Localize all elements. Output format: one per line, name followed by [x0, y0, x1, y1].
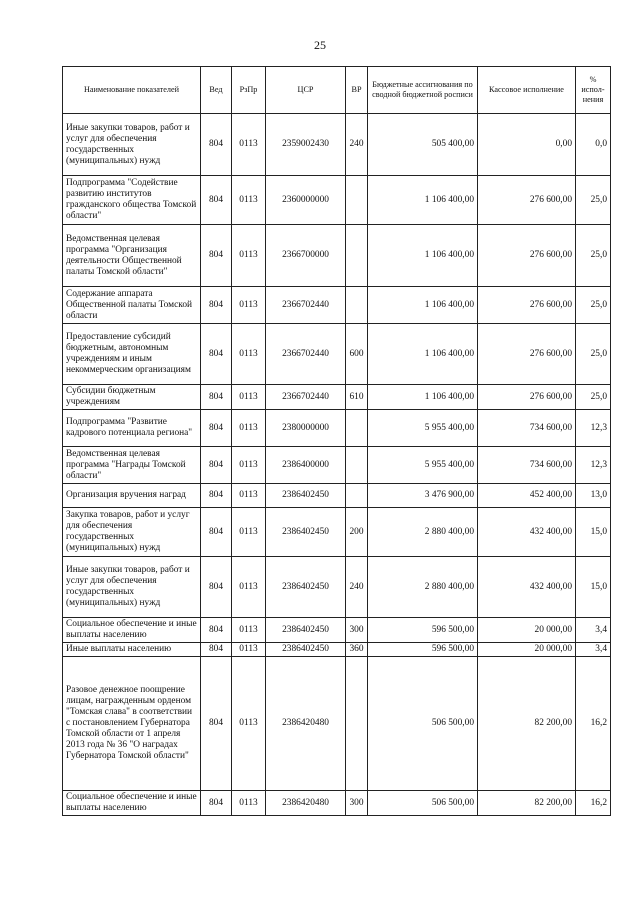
row-rzpr: 0113: [232, 385, 266, 410]
row-assignment: 506 500,00: [368, 657, 478, 791]
row-percent: 16,2: [576, 791, 611, 816]
row-assignment: 3 476 900,00: [368, 484, 478, 508]
row-csr: 2366702440: [266, 324, 346, 385]
row-assignment: 505 400,00: [368, 114, 478, 176]
row-name: Иные выплаты населению: [63, 643, 201, 657]
row-cash-execution: 82 200,00: [478, 791, 576, 816]
row-csr: 2386402450: [266, 484, 346, 508]
row-vr: 610: [346, 385, 368, 410]
table-row: [63, 385, 611, 410]
row-vr: [346, 176, 368, 225]
header-csr: ЦСР: [266, 67, 346, 114]
row-assignment: 596 500,00: [368, 618, 478, 643]
row-assignment: 1 106 400,00: [368, 324, 478, 385]
row-percent: 25,0: [576, 385, 611, 410]
row-cash-execution: 734 600,00: [478, 410, 576, 447]
row-assignment: 5 955 400,00: [368, 410, 478, 447]
header-assignments: Бюджетные ассигнования по сводной бюджетной росписи: [368, 67, 478, 114]
row-csr: 2386400000: [266, 447, 346, 484]
row-vr: 240: [346, 557, 368, 618]
table-row: [63, 176, 611, 225]
row-name: Организация вручения наград: [63, 484, 201, 508]
row-csr: 2386402450: [266, 618, 346, 643]
row-cash-execution: 20 000,00: [478, 643, 576, 657]
row-name: Ведомственная целевая программа "Награды Томской области": [63, 447, 201, 484]
table-row: [63, 791, 611, 816]
row-name: Социальное обеспечение и иные выплаты населению: [63, 791, 201, 816]
row-ved: 804: [201, 385, 232, 410]
row-assignment: 1 106 400,00: [368, 385, 478, 410]
row-ved: 804: [201, 618, 232, 643]
row-percent: 12,3: [576, 410, 611, 447]
row-assignment: 2 880 400,00: [368, 557, 478, 618]
table-row: [63, 657, 611, 791]
row-csr: 2386402450: [266, 643, 346, 657]
row-csr: 2359002430: [266, 114, 346, 176]
row-ved: 804: [201, 508, 232, 557]
table-row: [63, 508, 611, 557]
row-rzpr: 0113: [232, 557, 266, 618]
header-ved: Вед: [201, 67, 232, 114]
row-csr: 2360000000: [266, 176, 346, 225]
row-ved: 804: [201, 114, 232, 176]
row-name: Субсидии бюджетным учреждениям: [63, 385, 201, 410]
row-vr: [346, 447, 368, 484]
row-percent: 15,0: [576, 508, 611, 557]
row-assignment: 596 500,00: [368, 643, 478, 657]
page-number: 25: [314, 38, 326, 52]
row-ved: 804: [201, 324, 232, 385]
row-rzpr: 0113: [232, 287, 266, 324]
row-vr: 300: [346, 791, 368, 816]
row-csr: 2366702440: [266, 287, 346, 324]
header-percent: % испол-нения: [576, 67, 611, 114]
table-row: [63, 410, 611, 447]
row-name: Предоставление субсидий бюджетным, автономным учреждениям и иным некоммерческим организациям: [63, 324, 201, 385]
row-vr: [346, 657, 368, 791]
row-name: Подпрограмма "Содействие развитию институтов гражданского общества Томской области": [63, 176, 201, 225]
row-rzpr: 0113: [232, 225, 266, 287]
row-ved: 804: [201, 225, 232, 287]
row-csr: 2386420480: [266, 791, 346, 816]
row-vr: [346, 410, 368, 447]
row-rzpr: 0113: [232, 484, 266, 508]
row-assignment: 1 106 400,00: [368, 287, 478, 324]
row-name: Разовое денежное поощрение лицам, награжденным орденом "Томская слава" в соответствии с постановлением Губернатора Томской области от 1 апреля 2013 года № 36 "О наградах Губернатора Томской области": [63, 657, 201, 791]
table-row: [63, 114, 611, 176]
row-vr: 300: [346, 618, 368, 643]
row-percent: 3,4: [576, 618, 611, 643]
row-rzpr: 0113: [232, 643, 266, 657]
row-vr: 600: [346, 324, 368, 385]
row-csr: 2366702440: [266, 385, 346, 410]
row-rzpr: 0113: [232, 410, 266, 447]
row-csr: 2386402450: [266, 557, 346, 618]
row-rzpr: 0113: [232, 176, 266, 225]
row-assignment: 5 955 400,00: [368, 447, 478, 484]
table-header-row: [63, 67, 611, 114]
row-cash-execution: 276 600,00: [478, 176, 576, 225]
header-cash-execution: Кассовое исполнение: [478, 67, 576, 114]
row-name: Подпрограмма "Развитие кадрового потенциала региона": [63, 410, 201, 447]
row-name: Содержание аппарата Общественной палаты Томской области: [63, 287, 201, 324]
row-percent: 16,2: [576, 657, 611, 791]
row-ved: 804: [201, 643, 232, 657]
row-percent: 25,0: [576, 225, 611, 287]
table-row: [63, 557, 611, 618]
row-ved: 804: [201, 447, 232, 484]
row-ved: 804: [201, 410, 232, 447]
table-row: [63, 324, 611, 385]
row-rzpr: 0113: [232, 324, 266, 385]
row-percent: 25,0: [576, 176, 611, 225]
row-rzpr: 0113: [232, 791, 266, 816]
table-row: [63, 643, 611, 657]
row-ved: 804: [201, 484, 232, 508]
row-rzpr: 0113: [232, 657, 266, 791]
row-vr: [346, 287, 368, 324]
row-percent: 12,3: [576, 447, 611, 484]
row-rzpr: 0113: [232, 114, 266, 176]
header-rzpr: РзПр: [232, 67, 266, 114]
table-row: [63, 225, 611, 287]
row-percent: 0,0: [576, 114, 611, 176]
row-percent: 25,0: [576, 324, 611, 385]
header-vr: ВР: [346, 67, 368, 114]
table-row: [63, 287, 611, 324]
row-cash-execution: 452 400,00: [478, 484, 576, 508]
row-csr: 2366700000: [266, 225, 346, 287]
row-ved: 804: [201, 657, 232, 791]
row-csr: 2386420480: [266, 657, 346, 791]
row-cash-execution: 276 600,00: [478, 324, 576, 385]
row-ved: 804: [201, 791, 232, 816]
table-row: [63, 484, 611, 508]
row-rzpr: 0113: [232, 447, 266, 484]
row-cash-execution: 20 000,00: [478, 618, 576, 643]
row-cash-execution: 0,00: [478, 114, 576, 176]
budget-table: [62, 66, 611, 816]
header-name: Наименование показателей: [63, 67, 201, 114]
row-percent: 3,4: [576, 643, 611, 657]
row-name: Закупка товаров, работ и услуг для обеспечения государственных (муниципальных) нужд: [63, 508, 201, 557]
row-cash-execution: 432 400,00: [478, 508, 576, 557]
row-name: Иные закупки товаров, работ и услуг для обеспечения государственных (муниципальных) нужд: [63, 557, 201, 618]
row-vr: [346, 484, 368, 508]
row-assignment: 2 880 400,00: [368, 508, 478, 557]
row-name: Ведомственная целевая программа "Организация деятельности Общественной палаты Томской области": [63, 225, 201, 287]
row-vr: 360: [346, 643, 368, 657]
row-csr: 2386402450: [266, 508, 346, 557]
row-vr: 200: [346, 508, 368, 557]
row-ved: 804: [201, 176, 232, 225]
row-ved: 804: [201, 557, 232, 618]
table-row: [63, 618, 611, 643]
row-cash-execution: 276 600,00: [478, 225, 576, 287]
table-row: [63, 447, 611, 484]
row-percent: 15,0: [576, 557, 611, 618]
row-name: Социальное обеспечение и иные выплаты населению: [63, 618, 201, 643]
row-assignment: 1 106 400,00: [368, 176, 478, 225]
row-ved: 804: [201, 287, 232, 324]
row-assignment: 1 106 400,00: [368, 225, 478, 287]
row-rzpr: 0113: [232, 508, 266, 557]
row-percent: 13,0: [576, 484, 611, 508]
row-cash-execution: 734 600,00: [478, 447, 576, 484]
row-vr: [346, 225, 368, 287]
row-cash-execution: 82 200,00: [478, 657, 576, 791]
row-cash-execution: 432 400,00: [478, 557, 576, 618]
row-assignment: 506 500,00: [368, 791, 478, 816]
row-name: Иные закупки товаров, работ и услуг для обеспечения государственных (муниципальных) нужд: [63, 114, 201, 176]
row-vr: 240: [346, 114, 368, 176]
row-cash-execution: 276 600,00: [478, 287, 576, 324]
row-csr: 2380000000: [266, 410, 346, 447]
row-cash-execution: 276 600,00: [478, 385, 576, 410]
row-percent: 25,0: [576, 287, 611, 324]
row-rzpr: 0113: [232, 618, 266, 643]
